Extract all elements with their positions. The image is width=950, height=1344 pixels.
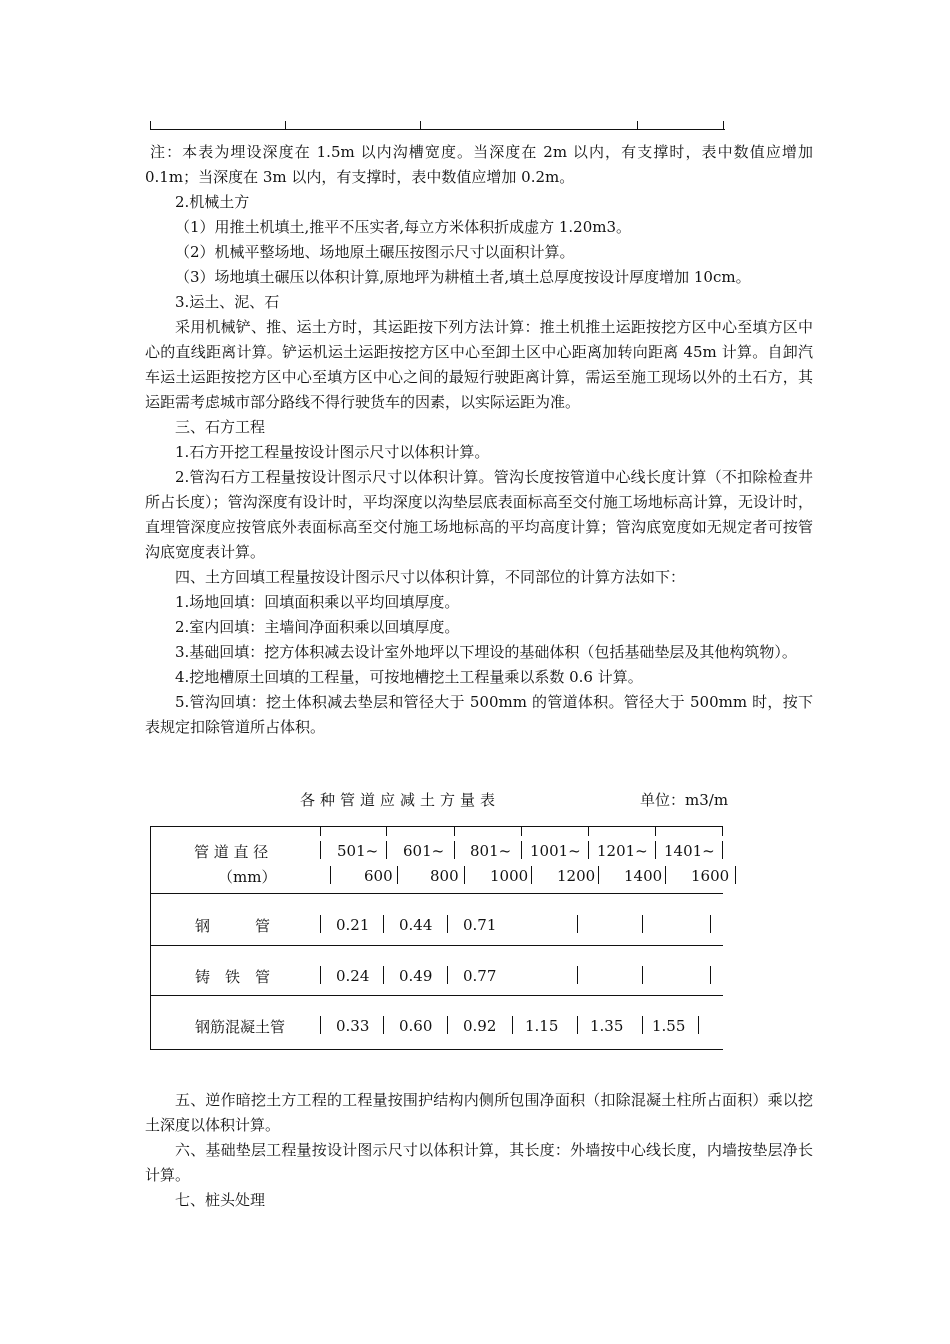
table-cell: 0.92 [463,1017,497,1035]
table-tick [386,826,387,836]
paragraph: （1）用推土机填土,推平不压实者,每立方米体积折成虚方 1.20m3。 [175,218,632,236]
table-cell: 0.71 [463,916,497,934]
table-tick [722,826,723,836]
body-text-after-table [145,1088,813,1213]
paragraph: 1.场地回填：回填面积乘以平均回填厚度。 [175,593,460,611]
range-to: 1600 [691,867,730,885]
range-to: 600 [364,867,393,885]
range-from: 1201~ [597,842,648,860]
table-divider [577,966,578,984]
table-tick [655,826,656,836]
table-tick [420,121,421,130]
table-cell: 0.24 [336,967,370,985]
paragraph: 2.室内回填：主墙间净面积乘以回填厚度。 [175,618,460,636]
paragraph: （2）机械平整场地、场地原土碾压按图示尺寸以面积计算。 [175,243,575,261]
table-rule [150,995,723,996]
heading-stone-works: 三、石方工程 [175,418,266,436]
heading-mechanical-earthwork: 2.机械土方 [175,193,250,211]
table-cell: 0.21 [336,916,370,934]
paragraph: 5.管沟回填：挖土体积减去垫层和管径大于 500mm 的管道体积。管径大于 500mm 时，按下表规定扣除管道所占体积。 [145,693,813,736]
table-cell: 0.60 [399,1017,433,1035]
table-title: 各种管道应减土方量表 [300,791,501,809]
table-tick [150,121,151,130]
table-note: 注：本表为埋设深度在 1.5m 以内沟槽宽度。当深度在 2m 以内，有支撑时，表中数值应增加 0.1m；当深度在 3m 以内，有支撑时，表中数值应增加 0.2m。 [145,143,813,186]
table-rule [150,893,723,894]
table-divider [320,915,321,933]
table-divider [577,915,578,933]
table-cell: 1.35 [590,1017,624,1035]
table-fragment [150,118,725,130]
table-divider [588,841,589,859]
table-cell: 0.77 [463,967,497,985]
table-divider [655,841,656,859]
paragraph: 4.挖地槽原土回填的工程量，可按地槽挖土工程量乘以系数 0.6 计算。 [175,668,643,686]
header-label-diameter: 管 道 直 径 [194,843,269,861]
table-divider [454,841,455,859]
table-tick [637,121,638,130]
table-border [150,826,151,1049]
range-from: 1401~ [664,842,715,860]
table-divider [521,841,522,859]
table-divider [330,866,331,884]
table-divider [464,866,465,884]
table-divider [383,966,384,984]
heading-backfill: 四、土方回填工程量按设计图示尺寸以体积计算，不同部位的计算方法如下： [175,568,686,586]
table-divider [642,1016,643,1034]
table-divider [512,1016,513,1034]
table-divider [642,966,643,984]
table-divider [320,841,321,859]
table-caption [300,788,740,813]
row-name-steel: 钢 管 [195,917,271,935]
table-divider [598,866,599,884]
table-cell: 0.33 [336,1017,370,1035]
table-divider [665,866,666,884]
table-divider [710,966,711,984]
table-divider [447,1016,448,1034]
table-divider [447,915,448,933]
table-bottom-border [150,129,725,130]
table-divider [320,1016,321,1034]
header-label-unit: （mm） [218,868,277,886]
table-divider [642,915,643,933]
table-divider [383,1016,384,1034]
table-cell: 0.49 [399,967,433,985]
range-to: 1000 [490,867,529,885]
table-divider [577,1016,578,1034]
paragraph: 1.石方开挖工程量按设计图示尺寸以体积计算。 [175,443,490,461]
paragraph: 2.管沟石方工程量按设计图示尺寸以体积计算。管沟长度按管道中心线长度计算（不扣除检查井所占长度）；管沟深度有设计时，平均深度以沟垫层底表面标高至交付施工场地标高计算，无设计时，直埋管深度应按管底外表面标高至交付施工场地标高的平均高度计算；管沟底宽度如无规定者可按管沟底宽度表计算。 [145,468,813,561]
table-tick [521,826,522,836]
table-divider [722,841,723,859]
table-tick [588,826,589,836]
table-divider [320,966,321,984]
table-cell: 1.55 [652,1017,686,1035]
paragraph: 采用机械铲、推、运土方时，其运距按下列方法计算：推土机推土运距按挖方区中心至填方区中心的直线距离计算。铲运机运土运距按挖方区中心至卸土区中心距离加转向距离 45m 计算。自卸汽车运土运距按挖方区中心至填方区中心之间的最短行驶距离计算，需运至施工现场以外的土石方，其运距需考虑城市部分路线不得行驶货车的因素，以实际运距为准。 [145,318,813,411]
table-divider [447,966,448,984]
range-from: 801~ [470,842,512,860]
range-to: 1200 [557,867,596,885]
table-tick [320,826,321,836]
body-text [145,140,813,740]
row-name-reinforced-concrete: 钢筋混凝土管 [195,1018,286,1036]
paragraph-section-5: 五、逆作暗挖土方工程的工程量按围护结构内侧所包围净面积（扣除混凝土柱所占面积）乘以挖土深度以体积计算。 [145,1091,813,1134]
row-name-cast-iron: 铸 铁 管 [195,968,271,986]
range-from: 601~ [403,842,445,860]
paragraph: （3）场地填土碾压以体积计算,原地坪为耕植土者,填土总厚度按设计厚度增加 10cm。 [175,268,751,286]
heading-section-7: 七、桩头处理 [175,1191,266,1209]
table-unit: 单位：m3/m [640,791,729,809]
table-divider [397,866,398,884]
table-rule [150,1049,723,1050]
table-divider [735,866,736,884]
paragraph: 3.基础回填：挖方体积减去设计室外地坪以下埋设的基础体积（包括基础垫层及其他构筑物）。 [175,643,797,661]
table-rule [150,826,723,827]
heading-transport: 3.运土、泥、石 [175,293,280,311]
table-tick [454,826,455,836]
table-cell: 0.44 [399,916,433,934]
range-to: 800 [430,867,459,885]
range-from: 501~ [337,842,379,860]
range-to: 1400 [624,867,663,885]
range-from: 1001~ [530,842,581,860]
pipe-deduction-table [150,823,740,1053]
table-divider [383,915,384,933]
table-divider [710,915,711,933]
table-tick [285,121,286,130]
table-cell: 1.15 [525,1017,559,1035]
table-divider [531,866,532,884]
table-tick [723,121,724,130]
table-divider [698,1016,699,1034]
table-divider [386,841,387,859]
table-rule [150,945,723,946]
paragraph-section-6: 六、基础垫层工程量按设计图示尺寸以体积计算，其长度：外墙按中心线长度，内墙按垫层净长计算。 [145,1141,813,1184]
